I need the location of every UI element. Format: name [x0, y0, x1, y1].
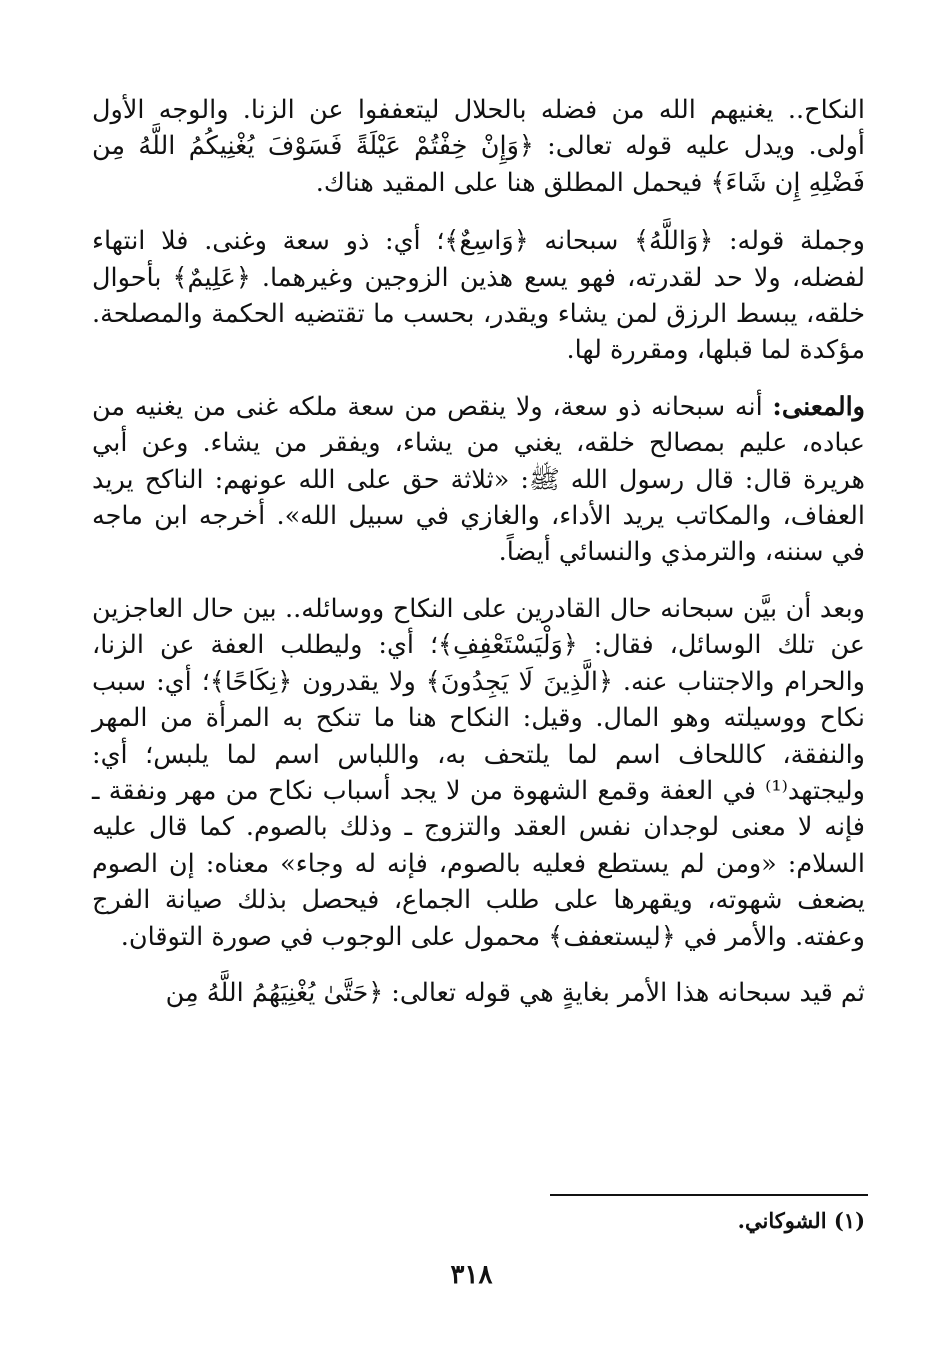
paragraph-3 [92, 389, 865, 571]
footnote: (١) الشوكاني. [737, 1208, 865, 1233]
footnote-divider [550, 1194, 868, 1196]
paragraph-4-text: وبعد أن بيَّن سبحانه حال القادرين على النكاح ووسائله.. بين حال العاجزين عن تلك الوسائل، فقال: ﴿وَلْيَسْتَعْفِفِ﴾؛ أي: وليطلب العفة عن الزنا، والحرام والاجتناب عنه. ﴿الَّذِينَ لَا يَجِدُونَ﴾ ولا يقدرون ﴿نِكَاحًا﴾؛ أي: سبب نكاح ووسيلته وهو المال. وقيل: النكاح هنا ما تنكح به المرأة من المهر والنفقة، كاللحاف اسم لما يلتحف به، واللباس اسم لما يلبس؛ أي: وليجتهد⁽¹⁾ في العفة وقمع الشهوة من لا يجد أسباب نكاح من مهر ونفقة ـ فإنه لا معنى لوجدان نفس العقد والتزوج ـ وذلك بالصوم. كما قال عليه السلام: «ومن لم يستطع فعليه بالصوم، فإنه له وجاء» معناه: إن الصوم يضعف شهوته، ويقهرها على طلب الجماع، فيحصل بذلك صيانة الفرج وعفته. والأمر في ﴿ليستعفف﴾ محمول على الوجوب في صورة التوقان. [92, 593, 865, 952]
paragraph-5-text: ثم قيد سبحانه هذا الأمر بغايةٍ هي قوله تعالى: ﴿حَتَّىٰ يُغْنِيَهُمُ اللَّهُ مِن [165, 977, 865, 1008]
paragraph-1 [92, 92, 865, 201]
paragraph-1-text: النكاح.. يغنيهم الله من فضله بالحلال ليتعففوا عن الزنا. والوجه الأول أولى. ويدل عليه قوله تعالى: ﴿وَإِنْ خِفْتُمْ عَيْلَةً فَسَوْفَ يُغْنِيكُمُ اللَّهُ مِن فَضْلِهِ إِن شَاءَ﴾ فيحمل المطلق هنا على المقيد هناك. [92, 95, 865, 198]
paragraph-4 [92, 591, 865, 955]
paragraph-3-lead: والمعنى: [772, 391, 865, 422]
paragraph-2-text: وجملة قوله: ﴿وَاللَّهُ﴾ سبحانه ﴿وَاسِعٌ﴾؛ أي: ذو سعة وغنى. فلا انتهاء لفضله، ولا حد لقدرته، فهو يسع هذين الزوجين وغيرهما. ﴿عَلِيمٌ﴾ بأحوال خلقه، يبسط الرزق لمن يشاء ويقدر، بحسب ما تقتضيه الحكمة والمصلحة. مؤكدة لما قبلها، ومقررة لها. [92, 226, 865, 366]
paragraph-5 [92, 975, 865, 1011]
paragraph-2 [92, 223, 865, 369]
paragraph-3-text: أنه سبحانه ذو سعة، ولا ينقص من سعة ملكه غنى من يغنيه من عباده، عليم بمصالح خلقه، يغني من يشاء، ويفقر من يشاء. وعن أبي هريرة قال: قال رسول الله ﷺ: «ثلاثة حق على الله عونهم: الناكح يريد العفاف، والمكاتب يريد الأداء، والغازي في سبيل الله». أخرجه ابن ماجه في سننه، والترمذي والنسائي أيضاً. [92, 391, 865, 568]
page-number: ٣١٨ [450, 1260, 493, 1290]
